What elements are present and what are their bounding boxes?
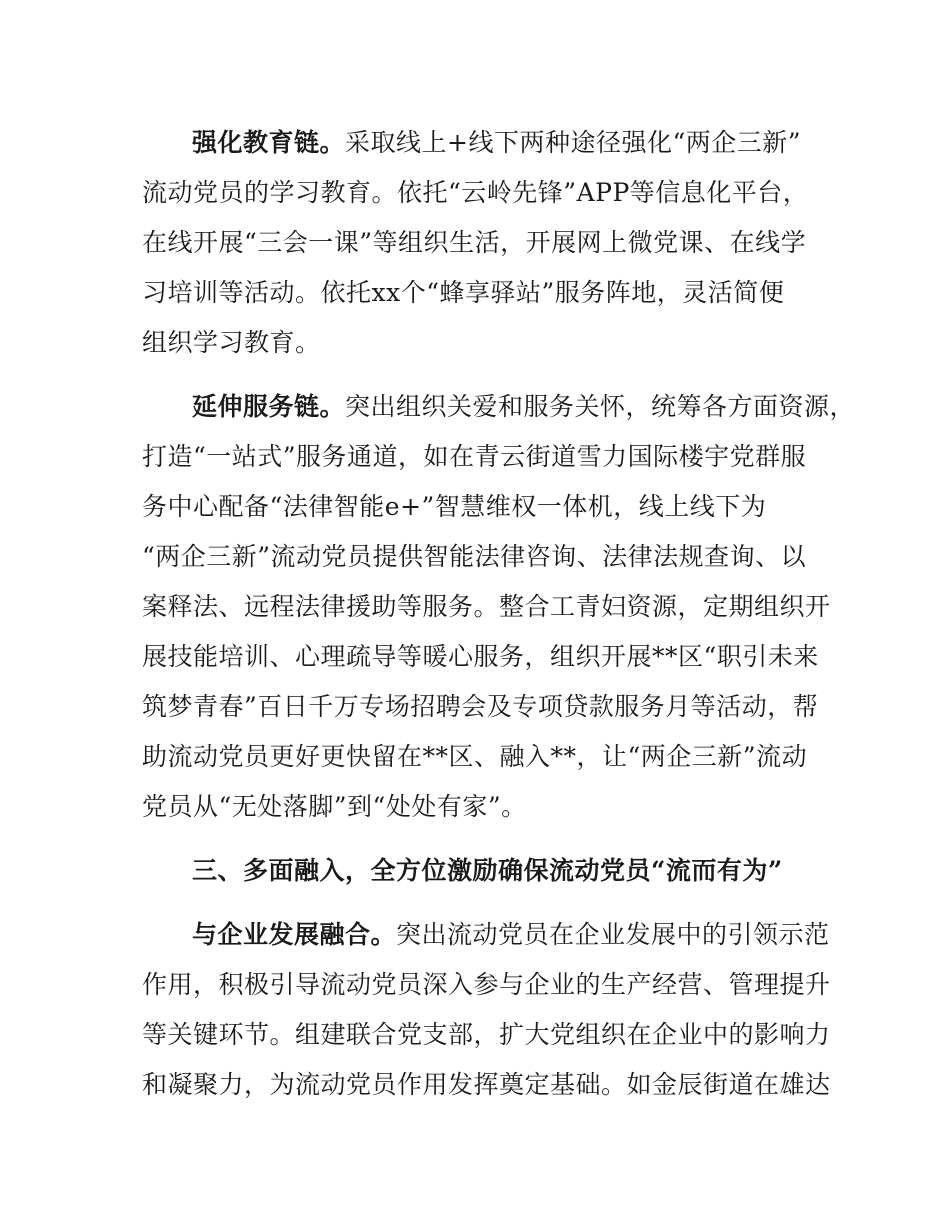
paragraph-text: 务中心配备“法律智能e+”智慧维权一体机，线上线下为 <box>142 492 767 521</box>
paragraph-text: 党员从“无处落脚”到“处处有家”。 <box>142 792 527 821</box>
paragraph-text: 打造“一站式”服务通道，如在青云街道雪力国际楼宇党群服 <box>142 442 807 471</box>
paragraph-text: 案释法、远程法律援助等服务。整合工青妇资源，定期组织开 <box>142 592 831 621</box>
paragraph-text: 等关键环节。组建联合党支部，扩大党组织在企业中的影响力 <box>142 1020 831 1049</box>
paragraph-text: 采取线上+线下两种途径强化“两企三新” <box>345 128 802 157</box>
paragraph-education-line-1 <box>192 128 801 158</box>
section-heading: 三、多面融入，全方位激励确保流动党员“流而有为” <box>192 856 783 885</box>
paragraph-enterprise-line-1 <box>192 920 830 950</box>
paragraph-text: “两企三新”流动党员提供智能法律咨询、法律法规查询、以 <box>142 542 807 571</box>
paragraph-text: 助流动党员更好更快留在**区、融入**，让“两企三新”流动 <box>142 742 808 771</box>
paragraph-text: 流动党员的学习教育。依托“云岭先锋”APP等信息化平台， <box>142 178 809 207</box>
paragraph-lead-enterprise: 与企业发展融合。 <box>192 920 397 949</box>
paragraph-text: 组织学习教育。 <box>142 328 321 357</box>
paragraph-text: 和凝聚力，为流动党员作用发挥奠定基础。如金辰街道在雄达 <box>142 1070 831 1099</box>
paragraph-lead-education: 强化教育链。 <box>192 128 346 157</box>
paragraph-service-line-1 <box>192 392 855 422</box>
paragraph-text: 在线开展“三会一课”等组织生活，开展网上微党课、在线学 <box>142 228 807 257</box>
paragraph-text: 习培训等活动。依托xx个“蜂享驿站”服务阵地，灵活简便 <box>142 278 785 307</box>
paragraph-text: 作用，积极引导流动党员深入参与企业的生产经营、管理提升 <box>142 970 831 999</box>
paragraph-text: 突出组织关爱和服务关怀，统筹各方面资源， <box>345 392 856 421</box>
paragraph-text: 筑梦青春”百日千万专场招聘会及专项贷款服务月等活动，帮 <box>142 692 819 721</box>
paragraph-lead-service: 延伸服务链。 <box>192 392 346 421</box>
paragraph-text: 展技能培训、心理疏导等暖心服务，组织开展**区“职引未来 <box>142 642 819 671</box>
paragraph-text: 突出流动党员在企业发展中的引领示范 <box>396 920 830 949</box>
